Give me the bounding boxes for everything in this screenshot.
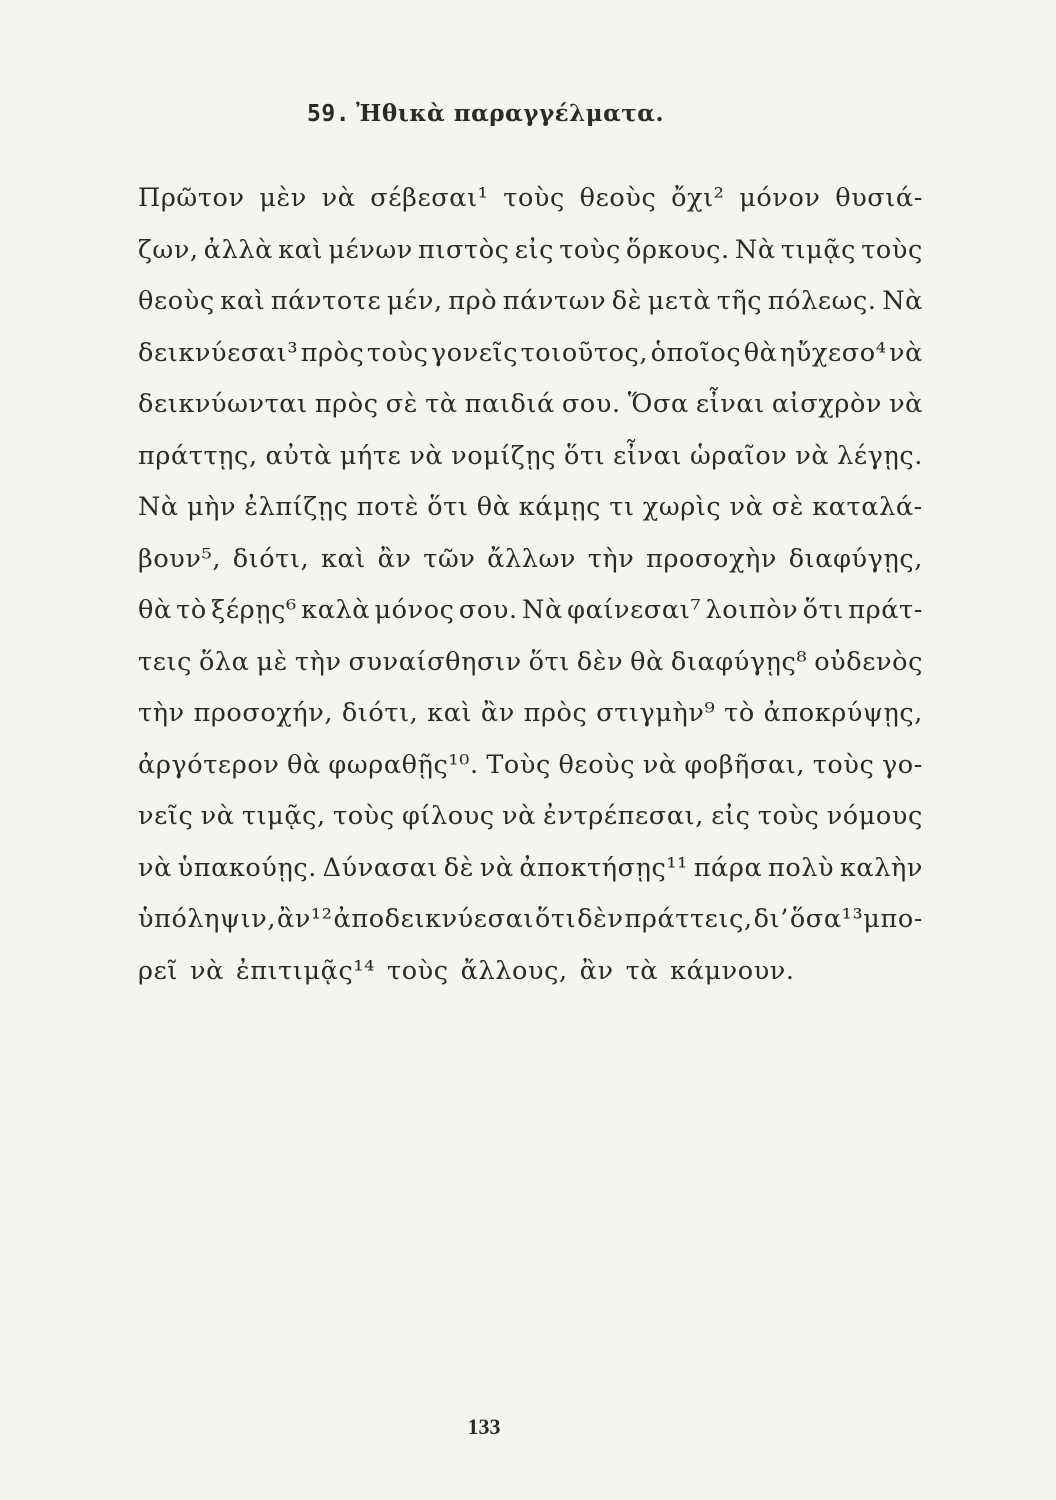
word: μὴν	[186, 492, 237, 522]
word: Νὰ	[522, 595, 563, 625]
word: νὰ	[409, 440, 444, 471]
word: ἀλλὰ	[203, 234, 273, 265]
word: Τοὺς	[486, 749, 551, 780]
word: οὐδενὸς	[814, 646, 923, 677]
word: μὲν	[259, 183, 307, 213]
word: προσοχὴν	[646, 543, 777, 574]
word: προσοχήν,	[193, 698, 334, 728]
word: μέν,	[386, 286, 443, 316]
word: ηὔχεσο⁴	[779, 337, 887, 368]
word: ὑπόληψιν,	[138, 904, 277, 934]
word: τῶν	[423, 543, 476, 574]
word: φαίνεσαι⁷	[567, 595, 702, 625]
word: τὸ	[176, 595, 207, 625]
word: ἂν	[579, 955, 614, 986]
word: μόνον	[739, 183, 821, 213]
word: θὰ	[476, 492, 511, 522]
word: σὲ	[771, 492, 804, 522]
word: ἄλλους,	[460, 955, 568, 986]
word: δὲν	[576, 646, 624, 677]
word: πιστὸς	[418, 234, 510, 265]
text-line	[138, 333, 923, 385]
word: Νὰ	[138, 492, 179, 522]
word: τοὺς	[757, 801, 820, 831]
page-number: 133	[467, 1414, 501, 1439]
word: πρὸς	[300, 337, 365, 368]
text-line	[138, 848, 923, 900]
word: καλὴν	[839, 852, 923, 883]
word: διότι,	[232, 543, 310, 574]
word: Νὰ	[882, 286, 923, 316]
word: καταλά-	[812, 492, 923, 522]
word: τοὺς	[387, 955, 449, 986]
word: νόμους	[826, 801, 923, 831]
word: τὰ	[625, 955, 659, 986]
word: ποτὲ	[356, 492, 420, 522]
word: διαφύγῃς⁸	[670, 646, 808, 677]
word: βουν⁵,	[138, 543, 222, 574]
word: τιμᾷς,	[241, 801, 326, 831]
word: νὰ	[642, 749, 677, 780]
word: τοὺς	[333, 801, 395, 831]
word: θεοὺς	[558, 749, 636, 780]
word: θὰ	[743, 337, 778, 368]
word: εἰς	[514, 234, 555, 265]
word: νὰ	[795, 440, 830, 471]
word: πρὸς	[314, 389, 379, 419]
word: φωραθῇς¹⁰.	[328, 749, 479, 780]
word: ἂν	[377, 543, 412, 574]
word: πράττῃς,	[138, 440, 258, 471]
body-text	[138, 178, 923, 1002]
word: ἀποδεικνύεσαι	[333, 904, 535, 934]
word: ὅσα¹³μπο-	[789, 904, 923, 934]
word: εἶναι	[613, 440, 683, 471]
text-line	[138, 230, 923, 282]
word: παιδιά	[464, 389, 555, 419]
word: νὰ	[321, 183, 356, 213]
word: ἂν¹²	[277, 904, 333, 934]
word: πάντων	[502, 286, 607, 316]
word: ὄχι²	[671, 183, 725, 213]
word: νὰ	[888, 337, 923, 368]
word: ὅτι	[427, 492, 469, 522]
word: τοὺς	[812, 749, 875, 780]
word: γο-	[881, 749, 923, 780]
word: θὰ	[286, 749, 321, 780]
section-title: Ἠθικὰ παραγγέλματα.	[356, 100, 664, 127]
text-line	[138, 436, 923, 488]
word: Ὅσα	[627, 389, 689, 419]
word: θεοὺς	[138, 286, 215, 316]
word: εἶναι	[695, 389, 765, 419]
text-line	[138, 951, 923, 1003]
word: ἐλπίζῃς	[244, 492, 349, 522]
text-line	[138, 281, 923, 333]
word: πρὸς	[523, 698, 588, 728]
text-line	[138, 539, 923, 591]
word: ἐντρέπεσαι,	[543, 801, 704, 831]
word: δεικνύεσαι³	[138, 337, 299, 368]
word: ὅτι	[528, 646, 570, 677]
word: τὸ	[724, 698, 755, 728]
text-line	[138, 487, 923, 539]
word: νὰ	[190, 955, 224, 986]
word: τοὺς	[559, 234, 621, 265]
word: ἀργότερον	[138, 749, 280, 780]
word: δὲν	[577, 904, 624, 934]
word: θὰ	[630, 646, 664, 677]
word: δι’	[753, 904, 789, 934]
word: πολὺ	[767, 852, 835, 883]
word: διαφύγῃς,	[788, 543, 923, 574]
word: μετὰ	[647, 286, 712, 316]
word: μόνος	[374, 595, 455, 625]
word: αἰσχρὸν	[771, 389, 882, 419]
word: κάμῃς	[518, 492, 602, 522]
word: τῆς	[716, 286, 763, 316]
word: σου.	[458, 595, 518, 625]
word: τοὺς	[366, 337, 429, 368]
word: πόλεως.	[767, 286, 877, 316]
word: πράττεις,	[624, 904, 753, 934]
word: ἐπιτιμᾷς¹⁴	[235, 955, 376, 986]
word: τι	[609, 492, 635, 522]
word: δὲ	[611, 286, 643, 316]
word: τὰ	[425, 389, 458, 419]
word: σου.	[561, 389, 621, 419]
word: καλὰ	[301, 595, 371, 625]
word: αὐτὰ	[265, 440, 332, 471]
word: τοὺς	[861, 234, 923, 265]
word: ἀποκρύψῃς,	[763, 698, 923, 728]
text-line	[138, 642, 923, 694]
word: διότι,	[341, 698, 419, 728]
word: τὴν	[138, 698, 185, 728]
word: ὅρκους.	[626, 234, 730, 265]
word: φίλους	[401, 801, 495, 831]
word: ζων,	[138, 234, 199, 265]
word: ρεῖ	[138, 955, 179, 986]
word: ὅτι	[534, 904, 577, 934]
word: Πρῶτον	[138, 183, 245, 213]
word: καὶ	[427, 698, 473, 728]
word: συναίσθησιν	[348, 646, 522, 677]
word: τοιοῦτος,	[520, 337, 649, 368]
word: θυσιά-	[835, 183, 923, 213]
word: φοβῆσαι,	[684, 749, 806, 780]
word: εἰς	[711, 801, 751, 831]
word: καὶ	[320, 543, 366, 574]
word: ἂν	[480, 698, 515, 728]
text-line	[138, 745, 923, 797]
word: πράτ-	[848, 595, 923, 625]
text-line	[138, 590, 923, 642]
word: ἀποκτήσῃς¹¹	[519, 852, 689, 883]
text-line	[138, 899, 923, 951]
word: ὅτι	[564, 440, 606, 471]
word: δεικνύωνται	[138, 389, 308, 419]
word: ὑπακούῃς.	[177, 852, 317, 883]
word: νεῖς	[138, 801, 194, 831]
word: ξέρῃς⁶	[211, 595, 297, 625]
text-line	[138, 384, 923, 436]
word: στιγμὴν⁹	[596, 698, 716, 728]
word: τεις	[138, 646, 192, 677]
word: ὁποῖος	[650, 337, 742, 368]
word: μὲ	[256, 646, 288, 677]
word: γονεῖς	[430, 337, 519, 368]
text-line	[138, 693, 923, 745]
word: μένων	[328, 234, 413, 265]
word: λέγῃς.	[837, 440, 923, 471]
word: δὲ	[443, 852, 475, 883]
word: θὰ	[138, 595, 172, 625]
section-number: 59.	[307, 101, 351, 127]
word: χωρὶς	[642, 492, 722, 522]
text-line	[138, 178, 923, 230]
word: τὴν	[294, 646, 342, 677]
word: καὶ	[278, 234, 324, 265]
word: ὅτι	[802, 595, 844, 625]
word: ὅλα	[198, 646, 250, 677]
word: πρὸ	[448, 286, 498, 316]
word: τοὺς	[503, 183, 565, 213]
section-heading	[307, 100, 664, 127]
word: νὰ	[200, 801, 235, 831]
word: τὴν	[587, 543, 635, 574]
word: κάμνουν.	[670, 955, 795, 986]
word: λοιπὸν	[705, 595, 799, 625]
word: ἄλλων	[487, 543, 576, 574]
word: ὡραῖον	[689, 440, 788, 471]
word: θεοὺς	[579, 183, 657, 213]
word: Νὰ	[734, 234, 776, 265]
word: μήτε	[339, 440, 402, 471]
word: Δύνασαι	[322, 852, 439, 883]
word: πάρα	[693, 852, 763, 883]
text-line	[138, 796, 923, 848]
word: νομίζῃς	[451, 440, 557, 471]
word: νὰ	[479, 852, 514, 883]
word: νὰ	[501, 801, 536, 831]
word: τιμᾷς	[780, 234, 857, 265]
word: νὰ	[729, 492, 764, 522]
word: πάντοτε	[270, 286, 382, 316]
word: σὲ	[385, 389, 418, 419]
word: νὰ	[138, 852, 172, 883]
word: σέβεσαι¹	[370, 183, 489, 213]
word: καὶ	[220, 286, 266, 316]
word: νὰ	[889, 389, 923, 419]
